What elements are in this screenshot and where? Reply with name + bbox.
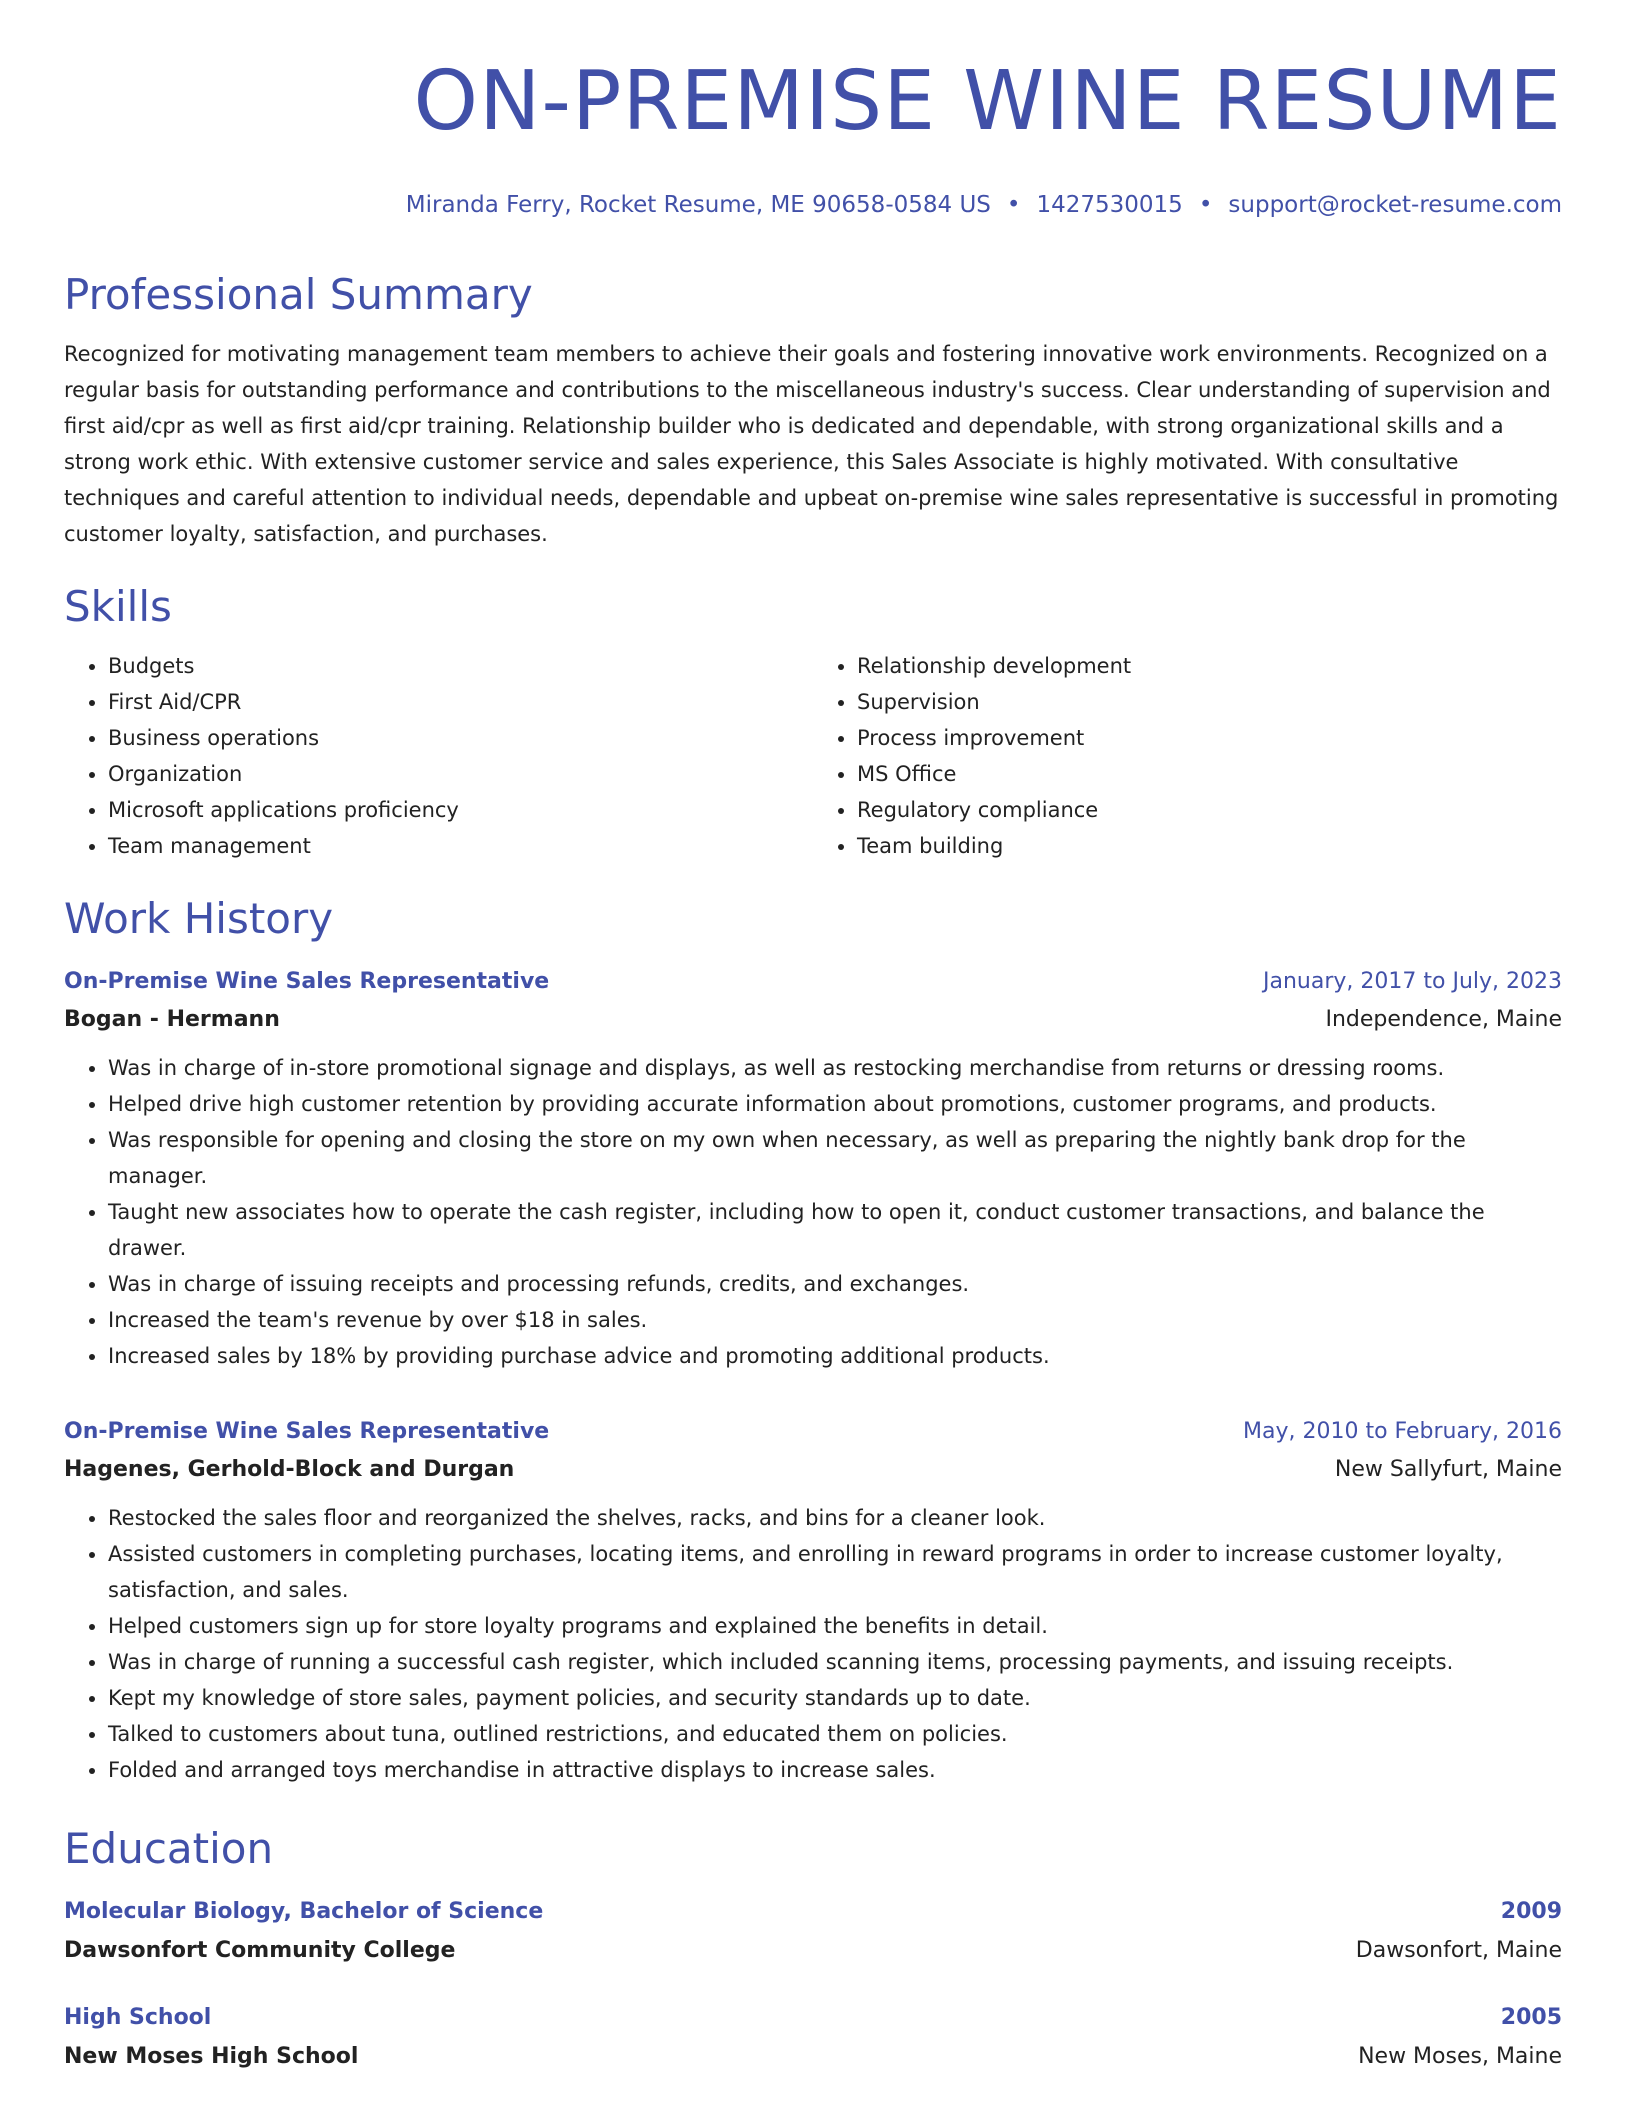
job-bullet: • Assisted customers in completing purchases, locating items, and enrolling in reward programs in order to increase customer loyalty, satisfaction, and sales.	[108, 1536, 1562, 1608]
skill-item: • Supervision	[857, 684, 1562, 720]
job-bullet: • Was in charge of issuing receipts and processing refunds, credits, and exchanges.	[108, 1266, 1562, 1302]
education-school: New Moses High School	[64, 2044, 359, 2069]
job-bullet: • Was in charge of running a successful cash register, which included scanning items, processing payments, and issuing receipts.	[108, 1644, 1562, 1680]
job-bullet: • Helped drive high customer retention by providing accurate information about promotions, customer programs, and products.	[108, 1086, 1562, 1122]
education-degree: High School	[64, 2005, 212, 2030]
contact-email[interactable]: support@rocket-resume.com	[1228, 192, 1562, 218]
job-dates: January, 2017 to July, 2023	[1263, 969, 1562, 994]
job-employer: Hagenes, Gerhold-Block and Durgan	[64, 1457, 515, 1482]
education-degree: Molecular Biology, Bachelor of Science	[64, 1899, 544, 1924]
education-year: 2009	[1500, 1899, 1562, 1924]
job-bullet: • Was in charge of in-store promotional signage and displays, as well as restocking merchandise from returns or dressing rooms.	[108, 1050, 1562, 1086]
skill-item: • Regulatory compliance	[857, 792, 1562, 828]
job-bullet: • Folded and arranged toys merchandise in attractive displays to increase sales.	[108, 1752, 1562, 1788]
job-bullet: • Was responsible for opening and closing the store on my own when necessary, as well as preparing the nightly bank drop for the manager.	[108, 1122, 1562, 1194]
skill-item: • Team building	[857, 828, 1562, 864]
education-header-row	[64, 1894, 1562, 1930]
resume-title: ON-PREMISE WINE RESUME	[413, 54, 1562, 149]
contact-phone: 1427530015	[1036, 192, 1183, 218]
job-bullet: • Taught new associates how to operate the cash register, including how to open it, conduct customer transactions, and balance the drawer.	[108, 1194, 1562, 1266]
contact-line	[64, 190, 1562, 220]
education-location: Dawsonfort, Maine	[1355, 1938, 1562, 1963]
education-year: 2005	[1500, 2005, 1562, 2030]
contact-separator: •	[1198, 192, 1213, 218]
skills-column-left	[64, 648, 813, 864]
job-bullets	[64, 1500, 1562, 1788]
job-employer-row	[64, 1450, 1562, 1490]
job-location: New Sallyfurt, Maine	[1334, 1457, 1562, 1482]
skill-item: • Business operations	[108, 720, 813, 756]
skill-item: • Relationship development	[857, 648, 1562, 684]
section-heading-summary: Professional Summary	[64, 270, 533, 319]
section-heading-education: Education	[64, 1824, 274, 1873]
skill-item: • Process improvement	[857, 720, 1562, 756]
job-entry	[64, 1414, 1562, 1788]
contact-separator: •	[1006, 192, 1021, 218]
education-location: New Moses, Maine	[1358, 2044, 1562, 2069]
job-header-row	[64, 964, 1562, 1000]
skill-item: • Microsoft applications proficiency	[108, 792, 813, 828]
skill-item: • Team management	[108, 828, 813, 864]
job-bullet: • Increased the team's revenue by over $18 in sales.	[108, 1302, 1562, 1338]
skills-grid	[64, 648, 1562, 864]
education-school: Dawsonfort Community College	[64, 1938, 456, 1963]
section-heading-work-history: Work History	[64, 894, 334, 943]
skills-column-right	[813, 648, 1562, 864]
education-entry	[64, 1894, 1562, 1972]
job-header-row	[64, 1414, 1562, 1450]
job-employer-row	[64, 1000, 1562, 1040]
section-heading-skills: Skills	[64, 582, 172, 631]
job-location: Independence, Maine	[1325, 1007, 1562, 1032]
skill-item: • Budgets	[108, 648, 813, 684]
education-header-row	[64, 2000, 1562, 2036]
job-employer: Bogan - Hermann	[64, 1007, 280, 1032]
job-title: On-Premise Wine Sales Representative	[64, 1419, 550, 1444]
job-title: On-Premise Wine Sales Representative	[64, 969, 550, 994]
education-school-row	[64, 1930, 1562, 1972]
job-bullet: • Increased sales by 18% by providing purchase advice and promoting additional products.	[108, 1338, 1562, 1374]
education-entry	[64, 2000, 1562, 2078]
resume-page	[64, 52, 1562, 2078]
job-bullets	[64, 1050, 1562, 1374]
job-bullet: • Kept my knowledge of store sales, payment policies, and security standards up to date.	[108, 1680, 1562, 1716]
skill-item: • MS Office	[857, 756, 1562, 792]
education-school-row	[64, 2036, 1562, 2078]
contact-address: Miranda Ferry, Rocket Resume, ME 90658-0584 US	[405, 192, 991, 218]
summary-text: Recognized for motivating management team members to achieve their goals and fostering innovative work environments. Recognized on a regular basis for outstanding performance and contributions to the miscellaneous industry's success. Clear understanding of supervision and first aid/cpr as well as first aid/cpr training. Relationship builder who is dedicated and dependable, with strong organizational skills and a strong work ethic. With extensive customer service and sales experience, this Sales Associate is highly motivated. With consultative techniques and careful attention to individual needs, dependable and upbeat on-premise wine sales representative is successful in promoting customer loyalty, satisfaction, and purchases.	[64, 342, 1559, 546]
job-entry	[64, 964, 1562, 1374]
job-bullet: • Talked to customers about tuna, outlined restrictions, and educated them on policies.	[108, 1716, 1562, 1752]
job-bullet: • Restocked the sales floor and reorganized the shelves, racks, and bins for a cleaner look.	[108, 1500, 1562, 1536]
job-dates: May, 2010 to February, 2016	[1243, 1419, 1562, 1444]
skill-item: • First Aid/CPR	[108, 684, 813, 720]
job-bullet: • Helped customers sign up for store loyalty programs and explained the benefits in detail.	[108, 1608, 1562, 1644]
skill-item: • Organization	[108, 756, 813, 792]
